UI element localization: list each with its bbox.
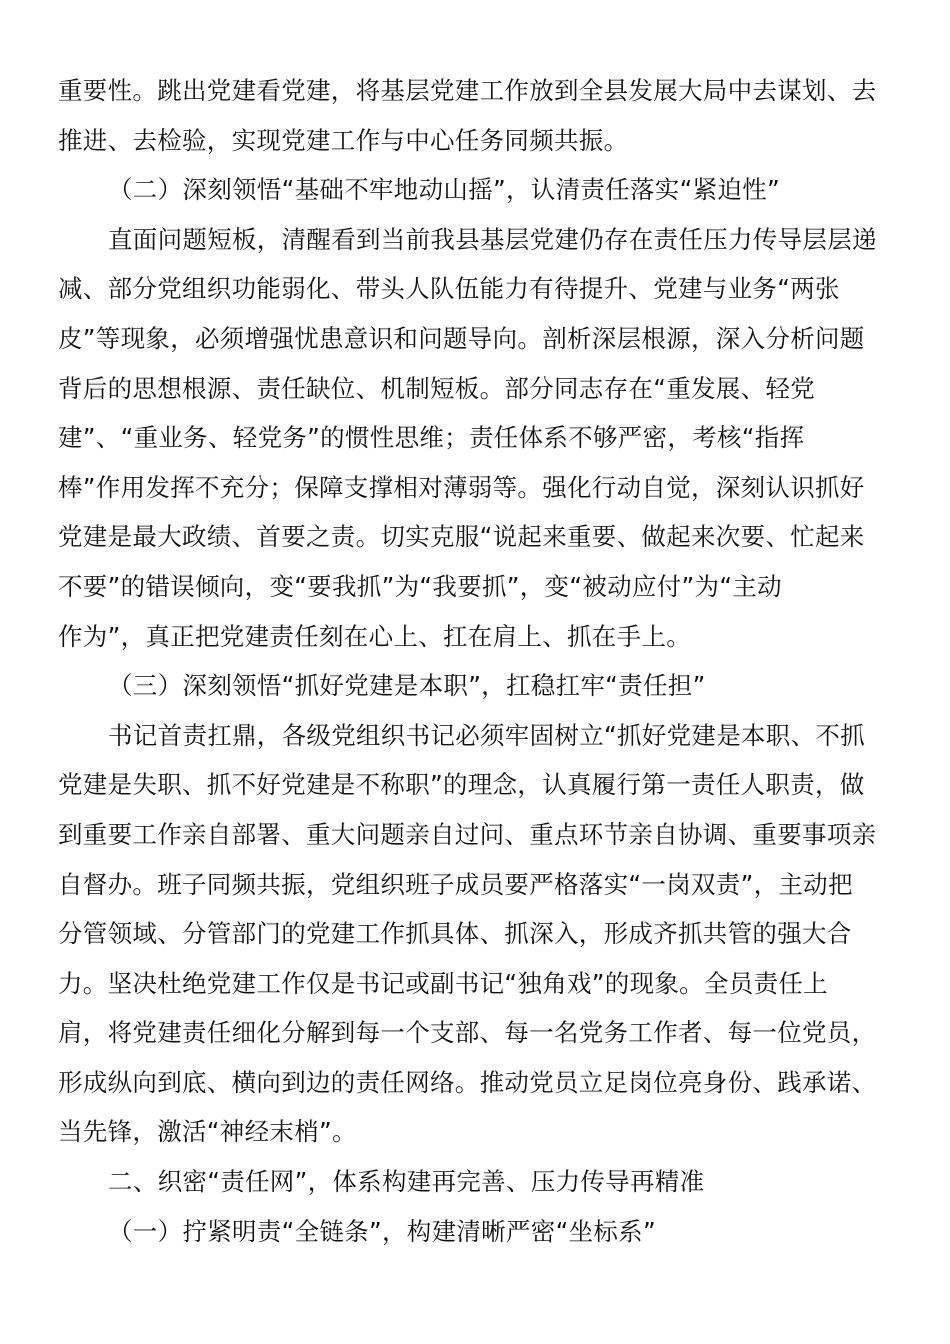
paragraph-line: 肩，将党建责任细化分解到每一个支部、每一名党务工作者、每一位党员， (58, 1018, 877, 1048)
chapter-heading: 二、织密“责任网”，体系构建再完善、压力传导再精准 (108, 1167, 705, 1197)
paragraph-line: 减、部分党组织功能弱化、带头人队伍能力有待提升、党建与业务“两张 (58, 274, 840, 304)
section-heading: （三）深刻领悟“抓好党建是本职”，扛稳扛牢“责任担” (108, 671, 706, 701)
paragraph-line: 皮”等现象，必须增强忧患意识和问题导向。剖析深层根源，深入分析问题 (58, 323, 865, 353)
paragraph-line: 背后的思想根源、责任缺位、机制短板。部分同志存在“重发展、轻党 (58, 373, 815, 403)
paragraph-line: 建”、“重业务、轻党务”的惯性思维；责任体系不够严密，考核“指挥 (58, 423, 805, 453)
paragraph-line: 力。坚决杜绝党建工作仅是书记或副书记“独角戏”的现象。全员责任上 (58, 968, 828, 998)
paragraph-line: 党建是失职、抓不好党建是不称职”的理念，认真履行第一责任人职责，做 (58, 770, 865, 800)
paragraph-line: 直面问题短板，清醒看到当前我县基层党建仍存在责任压力传导层层递 (108, 224, 877, 254)
paragraph-line: 推进、去检验，实现党建工作与中心任务同频共振。 (58, 125, 629, 155)
section-heading: （二）深刻领悟“基础不牢地动山摇”，认清责任落实“紧迫性” (108, 175, 780, 205)
paragraph-line: 到重要工作亲自部署、重大问题亲自过问、重点环节亲自协调、重要事项亲 (58, 819, 877, 849)
paragraph-line: 作为”，真正把党建责任刻在心上、扛在肩上、抓在手上。 (58, 621, 691, 651)
paragraph-line: 自督办。班子同频共振，党组织班子成员要严格落实“一岗双责”，主动把 (58, 869, 853, 899)
paragraph-line: 形成纵向到底、横向到边的责任网络。推动党员立足岗位亮身份、践承诺、 (58, 1067, 877, 1097)
paragraph-line: 不要”的错误倾向，变“要我抓”为“我要抓”，变“被动应付”为“主动 (58, 571, 782, 601)
document-body (58, 66, 892, 1256)
section-heading: （一）拧紧明责“全链条”，构建清晰严密“坐标系” (108, 1216, 656, 1246)
paragraph-line: 党建是最大政绩、首要之责。切实克服“说起来重要、做起来次要、忙起来 (58, 522, 865, 552)
paragraph-line: 棒”作用发挥不充分；保障支撑相对薄弱等。强化行动自觉，深刻认识抓好 (58, 472, 865, 502)
paragraph-line: 书记首责扛鼎，各级党组织书记必须牢固树立“抓好党建是本职、不抓 (108, 720, 865, 750)
paragraph-line: 当先锋，激活“神经末梢”。 (58, 1117, 357, 1147)
paragraph-line: 分管领域、分管部门的党建工作抓具体、抓深入，形成齐抓共管的强大合 (58, 919, 852, 949)
paragraph-line: 重要性。跳出党建看党建，将基层党建工作放到全县发展大局中去谋划、去 (58, 76, 877, 105)
